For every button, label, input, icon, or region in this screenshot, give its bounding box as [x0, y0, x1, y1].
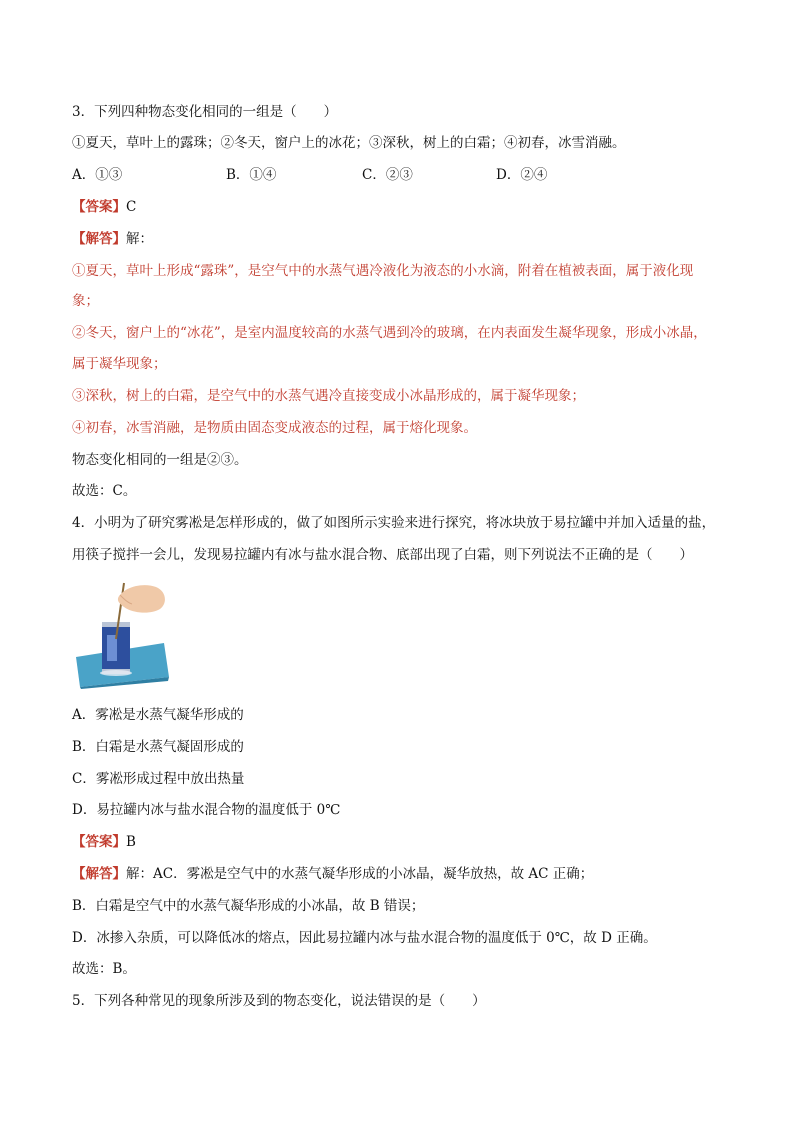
q3-analysis-lead: 解：	[126, 231, 153, 247]
q3-analysis-text: ②冬天，窗户上的“冰花”，是室内温度较高的水蒸气遇到冷的玻璃，在内表面发生凝华现象，形成小冰晶，	[72, 325, 707, 341]
q4-answer-tag: 【答案】	[72, 834, 126, 850]
q3-answer-tag: 【答案】	[72, 199, 126, 215]
q4-choice: 故选：B。	[72, 961, 136, 977]
q4-analysis-line-3: D．冰掺入杂质，可以降低冰的熔点，因此易拉罐内冰与盐水混合物的温度低于 0℃，故 D 正确。	[72, 930, 657, 946]
q4-analysis-line-2: B．白霜是空气中的水蒸气凝华形成的小冰晶，故 B 错误；	[72, 898, 425, 914]
q4-analysis-tag: 【解答】	[72, 866, 126, 882]
q4-option-c: C．雾凇形成过程中放出热量	[72, 771, 245, 787]
q3-option-b: B．①④	[226, 167, 277, 183]
q3-analysis-tag: 【解答】	[72, 231, 126, 247]
q4-answer: B	[126, 834, 136, 850]
q3-analysis-line	[72, 230, 153, 248]
can-stirring-illustration	[72, 577, 170, 689]
q4-stem-line-1: 4．小明为了研究雾凇是怎样形成的，做了如图所示实验来进行探究，将冰块放于易拉罐中并加入适量的盐，	[72, 515, 716, 531]
q3-analysis-text: ①夏天，草叶上形成“露珠”，是空气中的水蒸气遇冷液化为液态的小水滴，附着在植被表面，属于液化现	[72, 263, 694, 279]
q3-option-a: A．①③	[72, 167, 123, 183]
can-rim	[102, 622, 130, 627]
q3-stem: 3．下列四种物态变化相同的一组是（ ）	[72, 104, 338, 120]
q4-option-b: B．白霜是水蒸气凝固形成的	[72, 739, 244, 755]
frost-at-bottom	[100, 670, 132, 676]
q3-analysis-text: ③深秋，树上的白霜，是空气中的水蒸气遇冷直接变成小冰晶形成的，属于凝华现象；	[72, 388, 585, 404]
q3-answer: C	[126, 199, 137, 215]
q4-analysis-text: 解：AC．雾凇是空气中的水蒸气凝华形成的小冰晶，凝华放热，故 AC 正确；	[126, 866, 594, 882]
q3-answer-line	[72, 198, 136, 216]
q3-analysis-text: 属于凝华现象；	[72, 356, 167, 372]
q3-option-d: D．②④	[496, 167, 548, 183]
q4-answer-line	[72, 833, 136, 851]
q3-analysis-text: 象；	[72, 293, 99, 309]
q4-analysis-line-1	[72, 865, 593, 883]
hand-shape	[118, 585, 165, 613]
q4-stem-line-2: 用筷子搅拌一会儿，发现易拉罐内有冰与盐水混合物、底部出现了白霜，则下列说法不正确的是（ ）	[72, 547, 693, 563]
q5-stem: 5．下列各种常见的现象所涉及到的物态变化，说法错误的是（ ）	[72, 993, 486, 1009]
q3-choice: 故选：C。	[72, 483, 137, 499]
q4-option-a: A．雾凇是水蒸气凝华形成的	[72, 707, 244, 723]
q4-option-d: D．易拉罐内冰与盐水混合物的温度低于 0℃	[72, 802, 341, 818]
q3-conclusion: 物态变化相同的一组是②③。	[72, 452, 248, 468]
q3-condition: ①夏天，草叶上的露珠；②冬天，窗户上的冰花；③深秋，树上的白霜；④初春，冰雪消融。	[72, 135, 626, 151]
q3-analysis-text: ④初春，冰雪消融，是物质由固态变成液态的过程，属于熔化现象。	[72, 420, 477, 436]
q3-option-c: C．②③	[362, 167, 413, 183]
experiment-figure	[72, 577, 170, 689]
